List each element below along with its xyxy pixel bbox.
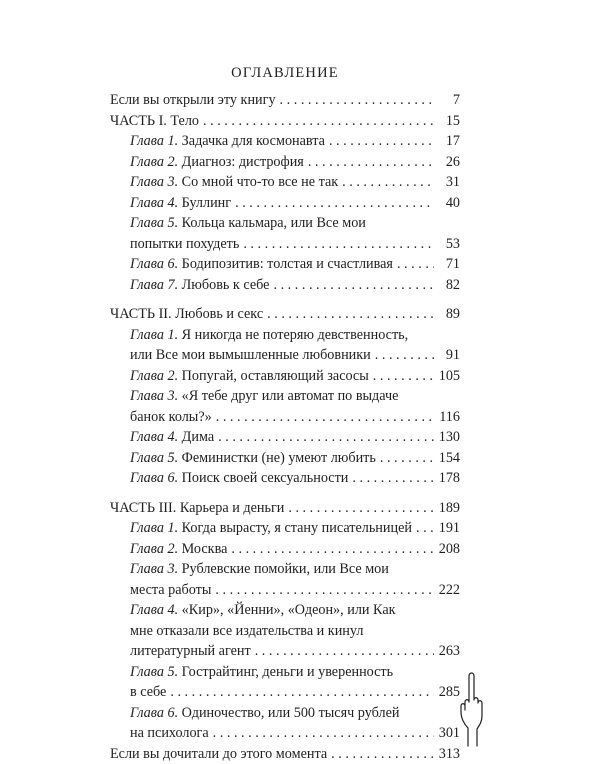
chapter-title <box>130 600 396 621</box>
page-number: 82 <box>438 275 460 296</box>
chapter-line: Бодипозитив: толстая и счастливая <box>182 256 393 272</box>
chapter-title <box>130 621 363 642</box>
table-of-contents <box>110 58 460 764</box>
page-number: 208 <box>438 539 460 560</box>
chapter-line: или Все мои вымышленные любовники <box>130 347 371 363</box>
chapter-line: Я никогда не потеряю девственность, <box>182 327 409 343</box>
toc-chapter-row <box>110 580 460 601</box>
page-number: 178 <box>438 468 460 489</box>
page-number: 191 <box>438 518 460 539</box>
chapter-prefix: Глава 2. <box>130 541 178 557</box>
page-number: 91 <box>438 345 460 366</box>
chapter-line: Феминистки (не) умеют любить <box>182 450 376 466</box>
leader-dots <box>331 744 434 764</box>
toc-chapter-row <box>110 254 460 275</box>
chapter-title <box>130 325 408 346</box>
chapter-prefix: Глава 3. <box>130 561 178 577</box>
toc-outro-row <box>110 744 460 764</box>
toc-chapter-row <box>110 468 460 489</box>
chapter-prefix: Глава 2. <box>130 154 178 170</box>
chapter-prefix: Глава 1. <box>130 327 178 343</box>
part-label: ЧАСТЬ III. Карьера и деньги <box>110 498 284 519</box>
chapter-title <box>130 152 304 173</box>
page-number: 15 <box>438 111 460 132</box>
chapter-title <box>130 539 227 560</box>
leader-dots <box>203 111 434 132</box>
chapter-line: Поиск своей сексуальности <box>182 470 349 486</box>
page-number: 189 <box>438 498 460 519</box>
chapter-line: попытки похудеть <box>130 236 239 252</box>
leader-dots <box>218 427 434 448</box>
chapter-line: мне отказали все издательства и кинул <box>130 623 363 639</box>
toc-entry-text: Если вы дочитали до этого момента <box>110 744 327 764</box>
toc-chapter-row <box>110 172 460 193</box>
leader-dots <box>352 468 434 489</box>
chapter-prefix: Глава 3. <box>130 174 178 190</box>
page-number: 40 <box>438 193 460 214</box>
chapter-line: Москва <box>182 541 228 557</box>
chapter-title <box>130 213 366 234</box>
leader-dots <box>216 407 434 428</box>
toc-entry-text: Если вы открыли эту книгу <box>110 90 276 111</box>
leader-dots <box>170 682 434 703</box>
page-number: 313 <box>438 744 460 764</box>
chapter-line: Рублевские помойки, или Все мои <box>182 561 389 577</box>
toc-intro-row <box>110 90 460 111</box>
toc-chapter-row <box>110 621 460 642</box>
toc-part-row <box>110 304 460 325</box>
leader-dots <box>255 641 434 662</box>
chapter-prefix: Глава 3. <box>130 388 178 404</box>
page-number: 263 <box>438 641 460 662</box>
part-label: ЧАСТЬ II. Любовь и секс <box>110 304 263 325</box>
chapter-prefix: Глава 6. <box>130 256 178 272</box>
page-number: 17 <box>438 131 460 152</box>
chapter-title <box>130 407 212 428</box>
section-gap <box>110 489 460 498</box>
section-gap <box>110 295 460 304</box>
page-number: 154 <box>438 448 460 469</box>
page-number: 26 <box>438 152 460 173</box>
leader-dots <box>373 366 434 387</box>
chapter-line: на психолога <box>130 725 209 741</box>
toc-chapter-row <box>110 539 460 560</box>
page-number: 53 <box>438 234 460 255</box>
chapter-line: Попугай, оставляющий засосы <box>182 368 369 384</box>
chapter-prefix: Глава 5. <box>130 215 178 231</box>
chapter-title <box>130 559 389 580</box>
leader-dots <box>267 304 434 325</box>
toc-chapter-row <box>110 448 460 469</box>
toc-part-row <box>110 498 460 519</box>
leader-dots <box>273 275 434 296</box>
chapter-line: места работы <box>130 582 211 598</box>
chapter-title <box>130 366 369 387</box>
chapter-prefix: Глава 1. <box>130 520 178 536</box>
leader-dots <box>308 152 434 173</box>
leader-dots <box>329 131 434 152</box>
chapter-title <box>130 468 348 489</box>
leader-dots <box>342 172 434 193</box>
page-number: 71 <box>438 254 460 275</box>
toc-chapter-row <box>110 407 460 428</box>
page-number: 31 <box>438 172 460 193</box>
chapter-title <box>130 234 239 255</box>
chapter-prefix: Глава 6. <box>130 705 178 721</box>
toc-chapter-row <box>110 193 460 214</box>
chapter-line: Дима <box>182 429 214 445</box>
chapter-line: Любовь к себе <box>182 277 270 293</box>
chapter-title <box>130 254 393 275</box>
chapter-title <box>130 703 399 724</box>
chapter-prefix: Глава 4. <box>130 602 178 618</box>
toc-chapter-row <box>110 600 460 621</box>
leader-dots <box>213 723 434 744</box>
toc-chapter-row <box>110 662 460 683</box>
chapter-prefix: Глава 1. <box>130 133 178 149</box>
part-label: ЧАСТЬ I. Тело <box>110 111 199 132</box>
chapter-line: Буллинг <box>182 195 231 211</box>
chapter-title <box>130 723 209 744</box>
chapter-prefix: Глава 4. <box>130 195 178 211</box>
chapter-line: литературный агент <box>130 643 251 659</box>
toc-chapter-row <box>110 682 460 703</box>
chapter-line: Со мной что-то все не так <box>182 174 338 190</box>
chapter-line: Гострайтинг, деньги и уверенность <box>182 664 393 680</box>
chapter-title <box>130 518 412 539</box>
page-number: 130 <box>438 427 460 448</box>
chapter-title <box>130 172 338 193</box>
toc-chapter-row <box>110 152 460 173</box>
page-number: 116 <box>438 407 460 428</box>
toc-chapter-row <box>110 703 460 724</box>
toc-chapter-row <box>110 213 460 234</box>
chapter-line: «Кир», «Йенни», «Одеон», или Как <box>182 602 396 618</box>
chapter-title <box>130 275 269 296</box>
leader-dots <box>243 234 434 255</box>
chapter-line: Одиночество, или 500 тысяч рублей <box>182 705 400 721</box>
chapter-prefix: Глава 5. <box>130 664 178 680</box>
leader-dots <box>288 498 434 519</box>
page-number: 7 <box>438 90 460 111</box>
toc-chapter-row <box>110 325 460 346</box>
toc-chapter-row <box>110 641 460 662</box>
toc-chapter-row <box>110 518 460 539</box>
toc-chapter-row <box>110 345 460 366</box>
leader-dots <box>375 345 434 366</box>
toc-chapter-row <box>110 131 460 152</box>
chapter-prefix: Глава 4. <box>130 429 178 445</box>
leader-dots <box>280 90 434 111</box>
chapter-title <box>130 641 251 662</box>
toc-part-row <box>110 111 460 132</box>
leader-dots <box>380 448 434 469</box>
chapter-title <box>130 193 231 214</box>
toc-chapter-row <box>110 559 460 580</box>
toc-chapter-row <box>110 427 460 448</box>
toc-chapter-row <box>110 723 460 744</box>
chapter-title <box>130 662 393 683</box>
leader-dots <box>416 518 434 539</box>
toc-chapter-row <box>110 234 460 255</box>
leader-dots <box>235 193 434 214</box>
chapter-prefix: Глава 6. <box>130 470 178 486</box>
hand-pointing-up-icon <box>455 672 489 748</box>
page-number: 105 <box>438 366 460 387</box>
leader-dots <box>397 254 434 275</box>
toc-title: ОГЛАВЛЕНИЕ <box>110 58 460 88</box>
toc-chapter-row <box>110 386 460 407</box>
chapter-title <box>130 386 398 407</box>
chapter-title <box>130 427 214 448</box>
page-number: 285 <box>438 682 460 703</box>
toc-chapter-row <box>110 366 460 387</box>
chapter-line: Когда вырасту, я стану писательницей <box>182 520 412 536</box>
chapter-title <box>130 448 376 469</box>
page-number: 301 <box>438 723 460 744</box>
chapter-prefix: Глава 7. <box>130 277 178 293</box>
chapter-title <box>130 682 166 703</box>
leader-dots <box>215 580 434 601</box>
chapter-prefix: Глава 2. <box>130 368 178 384</box>
leader-dots <box>231 539 434 560</box>
chapter-line: Диагноз: дистрофия <box>182 154 304 170</box>
chapter-title <box>130 580 211 601</box>
toc-parts <box>110 111 460 744</box>
page-number: 89 <box>438 304 460 325</box>
chapter-line: «Я тебе друг или автомат по выдаче <box>182 388 399 404</box>
chapter-line: Кольца кальмара, или Все мои <box>182 215 366 231</box>
chapter-title <box>130 131 325 152</box>
toc-chapter-row <box>110 275 460 296</box>
chapter-line: Задачка для космонавта <box>182 133 325 149</box>
chapter-line: в себе <box>130 684 166 700</box>
page-number: 222 <box>438 580 460 601</box>
chapter-title <box>130 345 371 366</box>
chapter-line: банок колы?» <box>130 409 212 425</box>
chapter-prefix: Глава 5. <box>130 450 178 466</box>
